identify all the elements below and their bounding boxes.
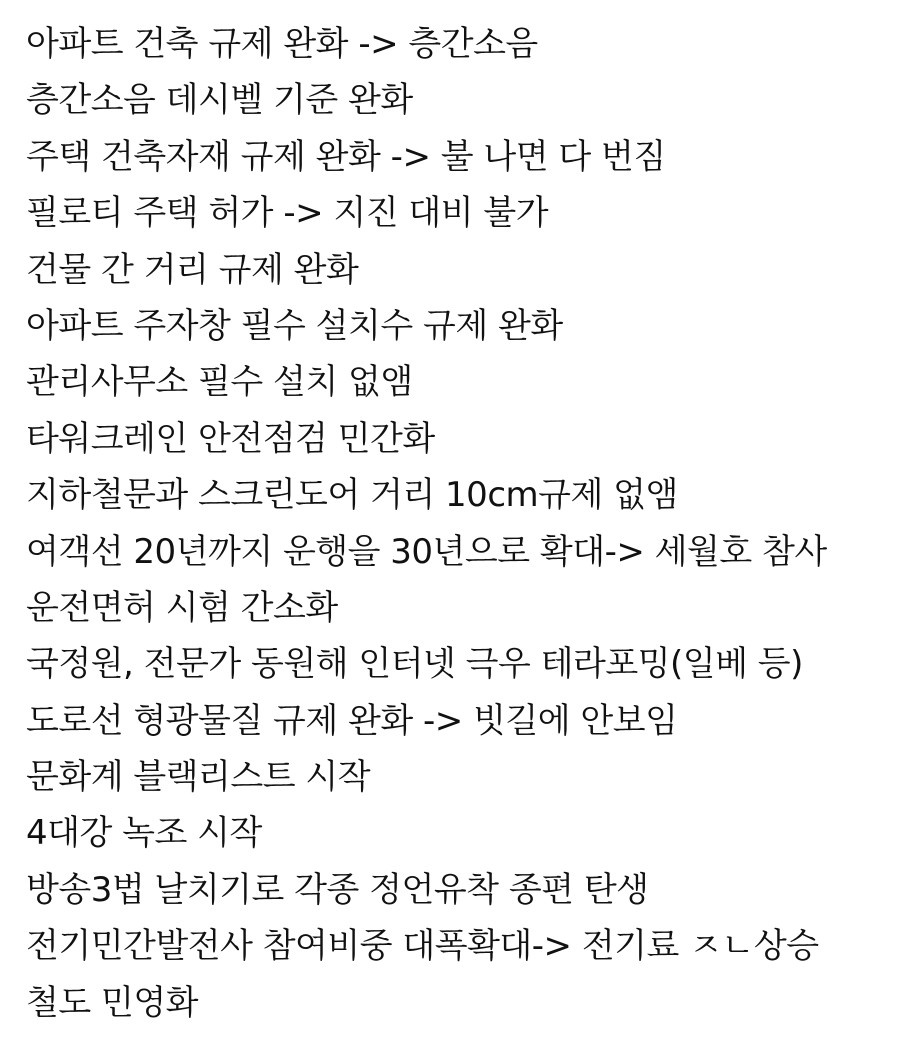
list-item: 전기민간발전사 참여비중 대폭확대-> 전기료 ㅈㄴ상승 <box>26 926 819 967</box>
list-item: 아파트 주자창 필수 설치수 규제 완화 <box>26 305 563 346</box>
list-item: 지하철문과 스크린도어 거리 10cm규제 없앰 <box>26 475 678 516</box>
list-item: 건물 간 거리 규제 완화 <box>26 249 359 290</box>
list-item: 철도 민영화 <box>26 982 199 1023</box>
list-item: 도로선 형광물질 규제 완화 -> 빗길에 안보임 <box>26 700 678 741</box>
list-item: 여객선 20년까지 운행을 30년으로 확대-> 세월호 참사 <box>26 531 827 572</box>
list-item: 방송3법 날치기로 각종 정언유착 종편 탄생 <box>26 869 649 910</box>
list-item: 운전면허 시험 간소화 <box>26 587 338 628</box>
list-item: 타워크레인 안전점검 민간화 <box>26 418 435 459</box>
list-item: 주택 건축자재 규제 완화 -> 불 나면 다 번짐 <box>26 136 666 177</box>
list-item: 층간소음 데시벨 기준 완화 <box>26 80 413 121</box>
list-item: 4대강 녹조 시작 <box>26 813 262 854</box>
text-list <box>26 16 886 1031</box>
list-item: 국정원, 전문가 동원해 인터넷 극우 테라포밍(일베 등) <box>26 644 803 685</box>
list-item: 관리사무소 필수 설치 없앰 <box>26 362 413 403</box>
list-item: 문화계 블랙리스트 시작 <box>26 757 371 798</box>
list-item: 필로티 주택 허가 -> 지진 대비 불가 <box>26 193 549 234</box>
list-item: 아파트 건축 규제 완화 -> 층간소음 <box>26 24 538 64</box>
